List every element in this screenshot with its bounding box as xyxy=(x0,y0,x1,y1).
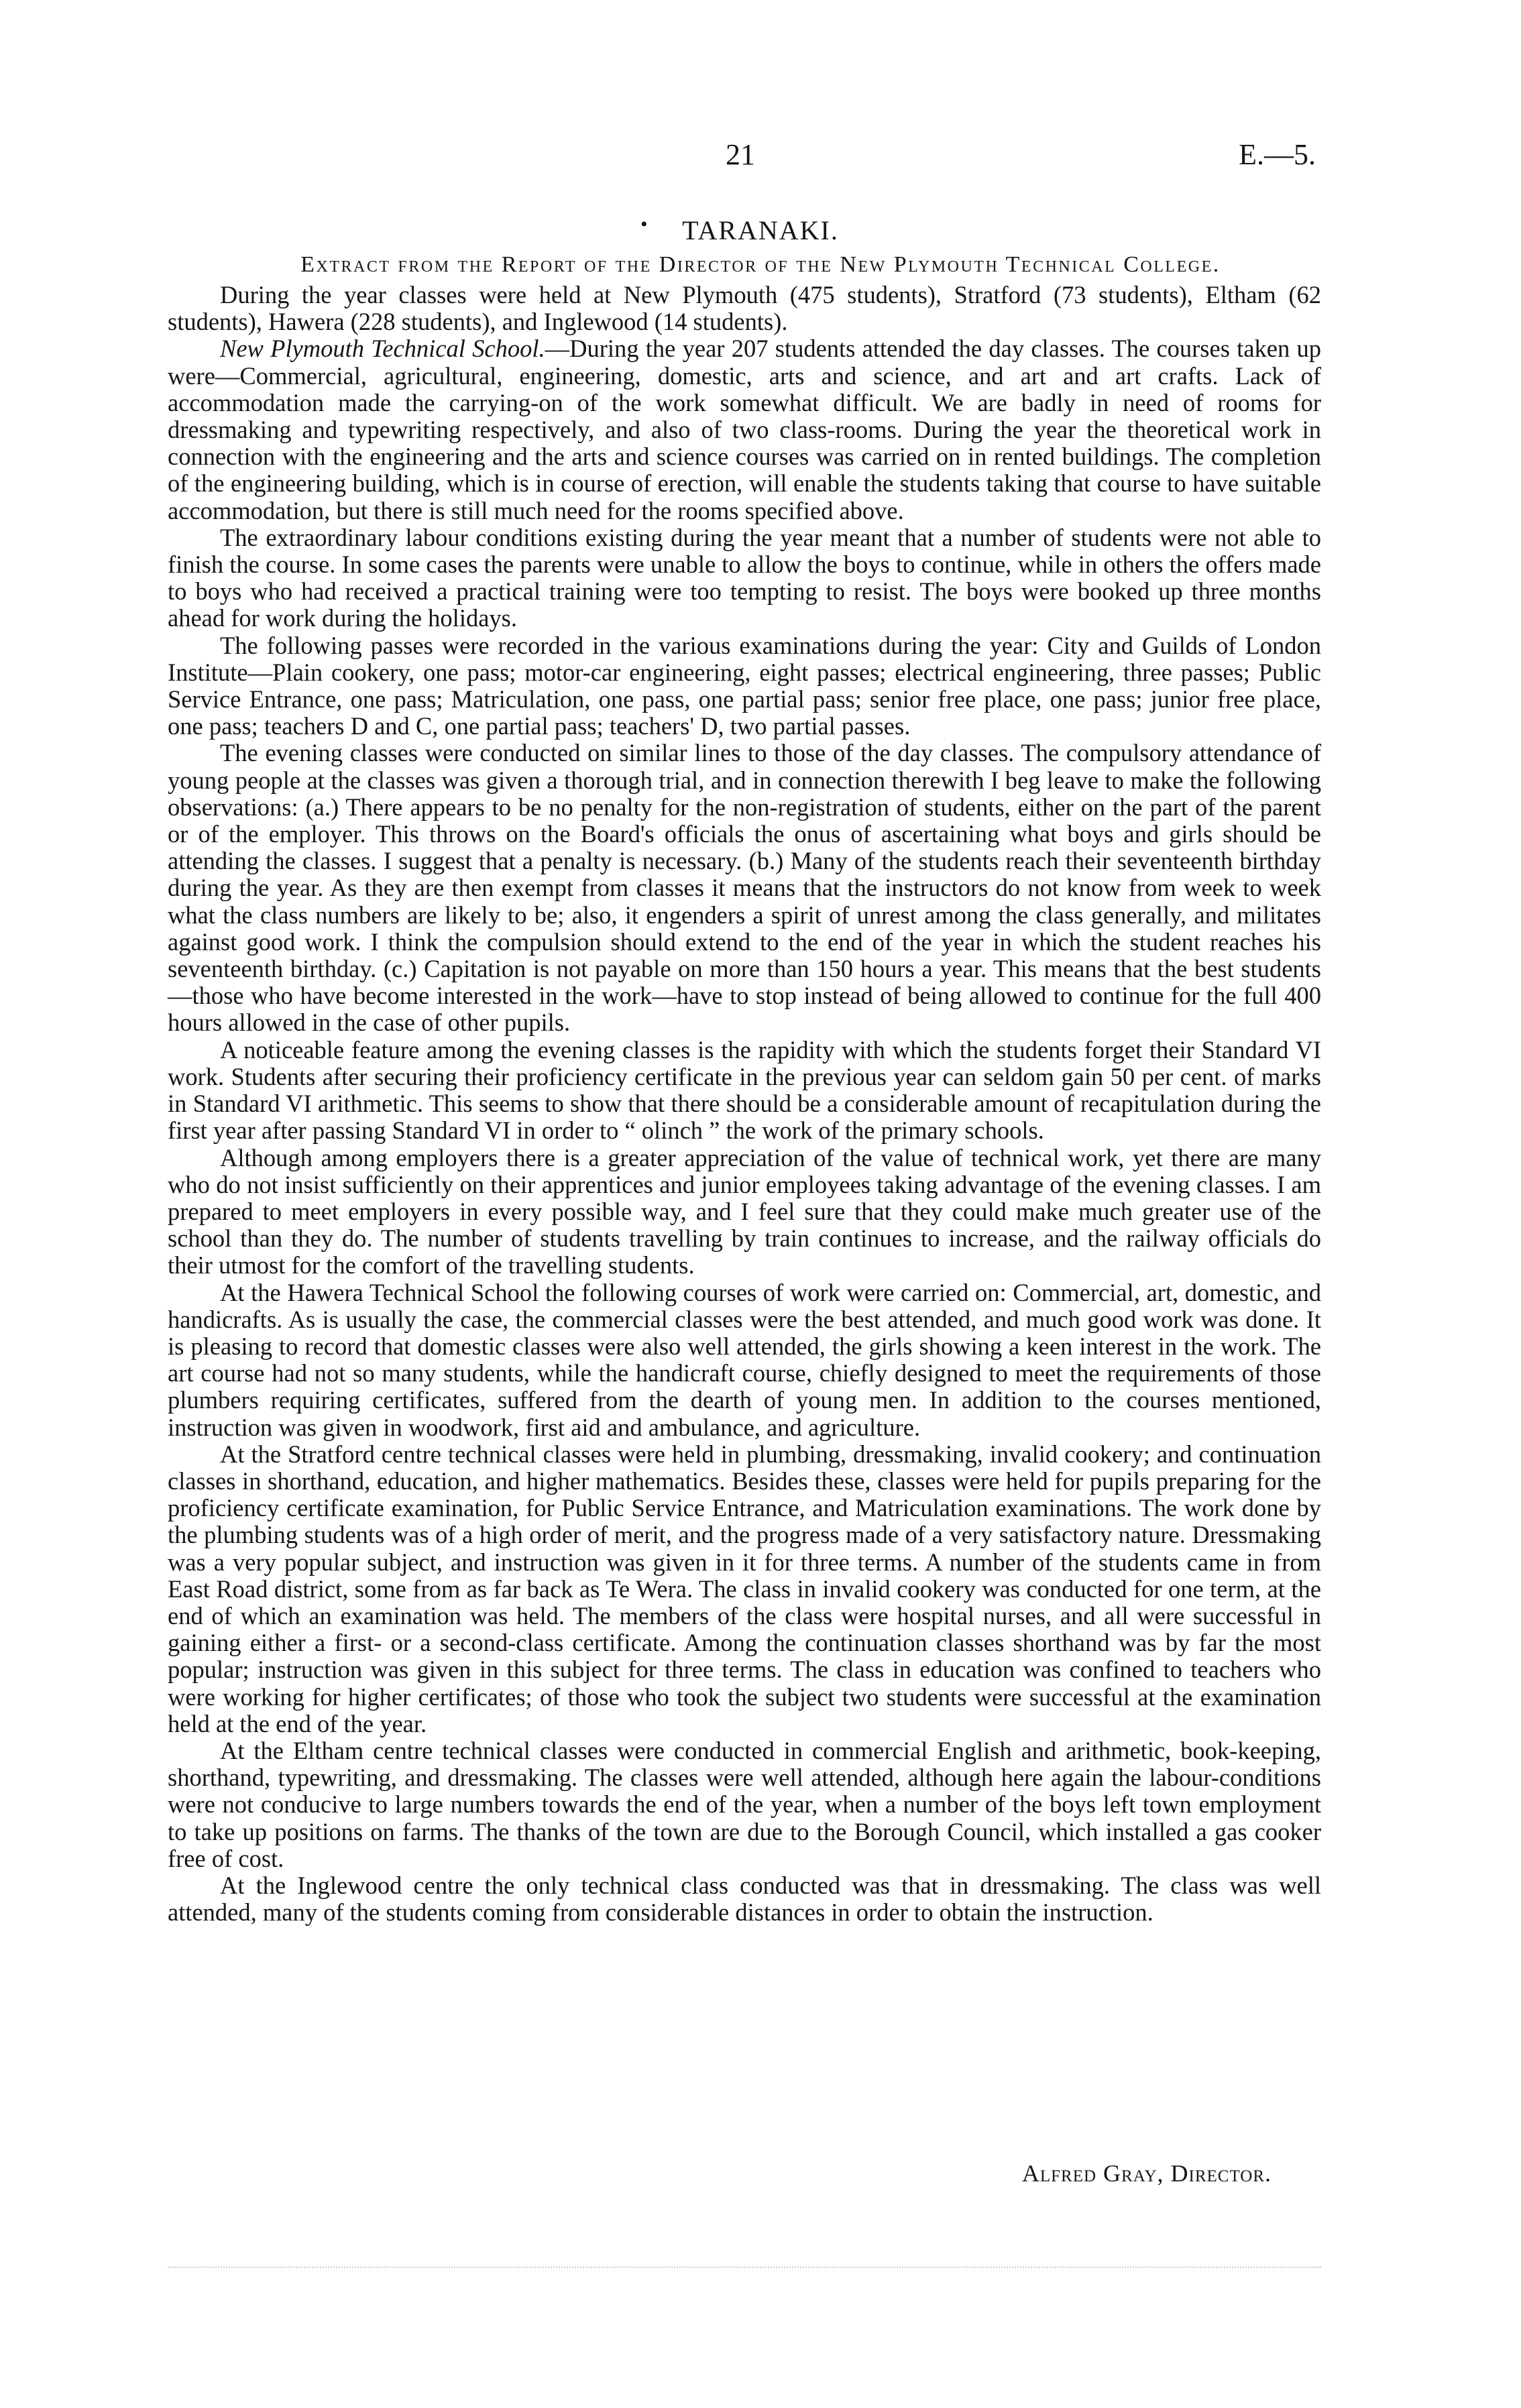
paragraph-7 xyxy=(168,1145,1321,1279)
paragraph-8-text: At the Hawera Technical School the following courses of work were carried on: Commercial, art, domestic, and handicrafts. As is usually the case, the commercial classes were the best attended, and much good work was done. It is pleasing to record that domestic classes were also well attended, the girls showing a keen interest in the work. The art course had not so many students, while the handicraft course, chiefly designed to meet the requirements of those plumbers requiring certificates, suffered from the dearth of young men. In addition to the courses mentioned, instruction was given in woodwork, first aid and ambulance, and agriculture. xyxy=(168,1278,1321,1441)
paragraph-1 xyxy=(168,282,1321,335)
paragraph-11 xyxy=(168,1872,1321,1926)
section-title xyxy=(0,215,1521,246)
paragraph-2-text: —During the year 207 students attended the day classes. The courses taken up were—Commercial, agricultural, engineering, domestic, arts and science, and art and art crafts. Lack of accommodation made the carrying-on of the work somewhat difficult. We are badly in need of rooms for dressmaking and typewriting respectively, and also of two class-rooms. During the year the theoretical work in connection with the engineering and the arts and science courses was carried on in rented buildings. The completion of the engineering building, which is in course of erection, will enable the students taking that course to have suitable accommodation, but there is still much need for the rooms specified above. xyxy=(168,335,1321,524)
paragraph-11-text: At the Inglewood centre the only technical class conducted was that in dressmaking. The class was well attended, many of the students coming from considerable distances in order to obtain the instruction. xyxy=(168,1871,1321,1927)
paragraph-9 xyxy=(168,1441,1321,1737)
paragraph-2-heading: New Plymouth Technical School. xyxy=(220,335,545,363)
title-mark: • xyxy=(640,213,649,235)
paragraph-2 xyxy=(168,335,1321,524)
series-reference: E.—5. xyxy=(1239,138,1316,171)
paragraph-10-text: At the Eltham centre technical classes were conducted in commercial English and arithmetic, book-keeping, shorthand, typewriting, and dressmaking. The classes were well attended, although here again the labour-conditions were not conducive to large numbers towards the end of the year, when a number of the boys left town employment to take up positions on farms. The thanks of the town are due to the Borough Council, which installed a gas cooker free of cost. xyxy=(168,1736,1321,1872)
report-subtitle: Extract from the Report of the Director of the New Plymouth Technical College. xyxy=(300,252,1221,277)
paragraph-9-text: At the Stratford centre technical classes were held in plumbing, dressmaking, invalid cookery; and continuation classes in shorthand, education, and higher mathematics. Besides these, classes were held for pupils preparing for the proficiency certificate examination, for Public Service Entrance, and Matriculation examinations. The work done by the plumbing students was of a high order of merit, and the progress made of a very satisfactory nature. Dressmaking was a very popular subject, and instruction was given in it for three terms. A number of the students came in from East Road district, some from as far back as Te Wera. The class in invalid cookery was conducted for one term, at the end of which an examination was held. The members of the class were hospital nurses, and all were successful in gaining either a first- or a second-class certificate. Among the continuation classes shorthand was by far the most popular; instruction was given in this subject for three terms. The class in education was confined to teachers who were working for higher certificates; of those who took the subject two students were successful at the examination held at the end of the year. xyxy=(168,1440,1321,1737)
page-bottom-rule xyxy=(168,2267,1321,2269)
paragraph-4 xyxy=(168,632,1321,740)
paragraph-7-text: Although among employers there is a greater appreciation of the value of technical work, yet there are many who do not insist sufficiently on their apprentices and junior employees taking advantage of the evening classes. I am prepared to meet employers in every possible way, and I feel sure that they could make much greater use of the school than they do. The number of students travelling by train continues to increase, and the railway officials do their utmost for the comfort of the travelling students. xyxy=(168,1143,1321,1279)
report-body xyxy=(168,282,1321,1926)
page-number: 21 xyxy=(726,138,755,171)
paragraph-5 xyxy=(168,740,1321,1036)
paragraph-10 xyxy=(168,1737,1321,1872)
paragraph-4-text: The following passes were recorded in the various examinations during the year: City and Guilds of London Institute—Plain cookery, one pass; motor-car engineering, eight passes; electrical engineering, three passes; Public Service Entrance, one pass; Matriculation, one pass, one partial pass; senior free place, one pass; junior free place, one pass; teachers D and C, one partial pass; teachers' D, two partial passes. xyxy=(168,631,1321,740)
section-title-text: TARANAKI. xyxy=(682,215,839,245)
signature: Alfred Gray, Director. xyxy=(1021,2160,1272,2187)
paragraph-1-text: During the year classes were held at New Plymouth (475 students), Stratford (73 students), Eltham (62 students), Hawera (228 students), and Inglewood (14 students). xyxy=(168,281,1321,336)
paragraph-6 xyxy=(168,1037,1321,1145)
paragraph-6-text: A noticeable feature among the evening classes is the rapidity with which the students forget their Standard VI work. Students after securing their proficiency certificate in the previous year can seldom gain 50 per cent. of marks in Standard VI arithmetic. This seems to show that there should be a considerable amount of recapitulation during the first year after passing Standard VI in order to “ olinch ” the work of the primary schools. xyxy=(168,1035,1321,1145)
page-header xyxy=(0,137,1521,184)
paragraph-3 xyxy=(168,524,1321,632)
paragraph-8 xyxy=(168,1279,1321,1441)
paragraph-5-text: The evening classes were conducted on similar lines to those of the day classes. The compulsory attendance of young people at the classes was given a thorough trial, and in connection therewith I beg leave to make the following observations: (a.) There appears to be no penalty for the non-registration of students, either on the part of the parent or of the employer. This throws on the Board's officials the onus of ascertaining what boys and girls should be attending the classes. I suggest that a penalty is necessary. (b.) Many of the students reach their seventeenth birthday during the year. As they are then exempt from classes it means that the instructors do not know from week to week what the class numbers are likely to be; also, it engenders a spirit of unrest among the class generally, and militates against good work. I think the compulsion should extend to the end of the year in which the student reaches his seventeenth birthday. (c.) Capitation is not payable on more than 150 hours a year. This means that the best students—those who have become interested in the work—have to stop instead of being allowed to continue for the full 400 hours allowed in the case of other pupils. xyxy=(168,739,1321,1037)
paragraph-3-text: The extraordinary labour conditions existing during the year meant that a number of students were not able to finish the course. In some cases the parents were unable to allow the boys to continue, while in others the offers made to boys who had received a practical training were too tempting to resist. The boys were booked up three months ahead for work during the holidays. xyxy=(168,523,1321,632)
